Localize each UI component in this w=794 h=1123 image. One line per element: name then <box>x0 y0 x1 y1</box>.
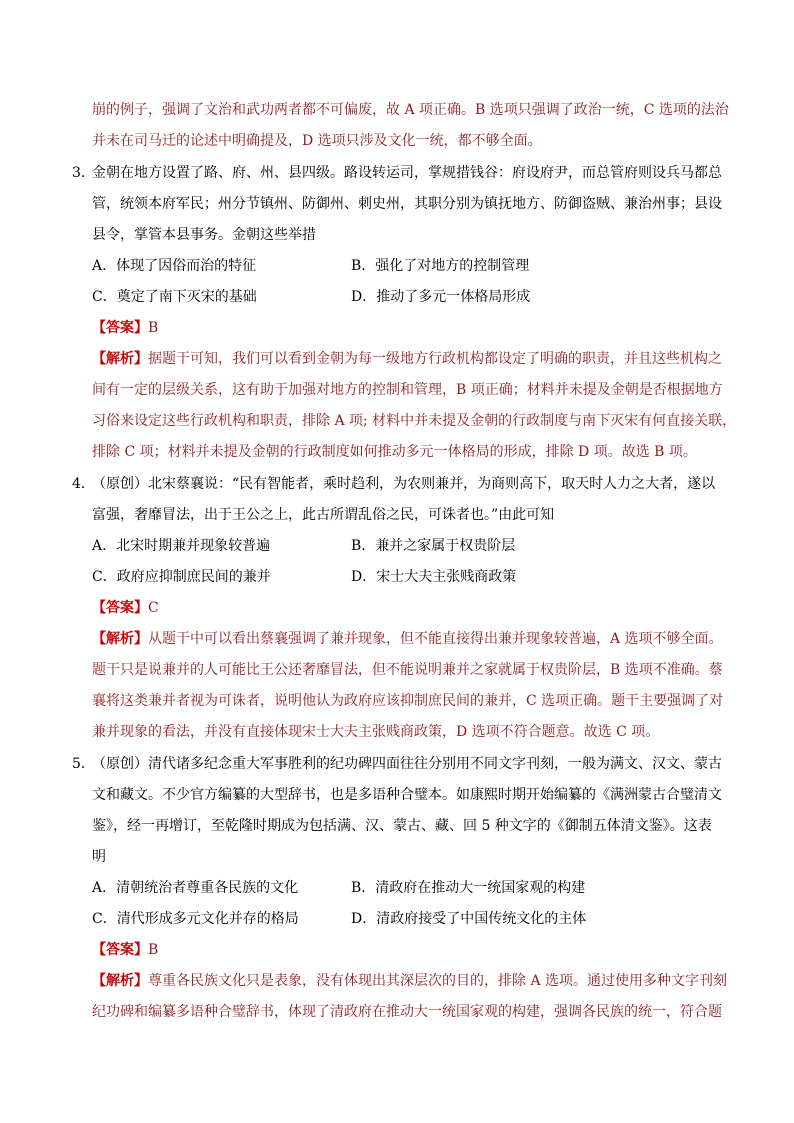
analysis-line: 间有一定的层级关系，这有助于加强对地方的控制和管理，B 项正确；材料并未提及金朝是否根据地方 <box>92 382 723 398</box>
answer-tag: 【答案】 <box>92 600 148 616</box>
answer-value: C <box>148 600 159 616</box>
analysis-line: 习俗来设定这些行政机构和职责，排除 A 项; 材料中并未提及金朝的行政制度与南下灭宋有何直接关联， <box>92 413 737 429</box>
analysis-line: 纪功碑和编纂多语种合璧辞书，体现了清政府在推动大一统国家观的构建，强调各民族的统一，符合题 <box>92 1004 722 1020</box>
option-a: A．北宋时期兼并现象较普遍 <box>92 538 271 554</box>
option-d: D．推动了多元一体格局形成 <box>351 289 531 305</box>
answer-line <box>92 598 159 618</box>
analysis-text: 从题干中可以看出蔡襄强调了兼并现象，但不能直接得出兼并现象较普遍，A 选项不够全面。 <box>148 631 723 647</box>
answer-line <box>92 318 158 338</box>
question-stem-line: 明 <box>92 849 106 865</box>
option-c: C．奠定了南下灭宋的基础 <box>92 289 257 305</box>
analysis-line: 题干只是说兼并的人可能比王公还奢靡冒法，但不能说明兼并之家就属于权贵阶层，B 选项不准确。蔡 <box>92 662 723 678</box>
analysis-text: 尊重各民族文化只是表象，没有体现出其深层次的目的，排除 A 选项。通过使用多种文字刊刻 <box>148 973 728 989</box>
analysis-first-line <box>92 971 727 991</box>
option-d: D．清政府接受了中国传统文化的主体 <box>351 911 587 927</box>
question-stem-line: 鉴》，经一再增订，至乾隆时期成为包括满、汉、蒙古、藏、回 5 种文字的《御制五体清文鉴》。这表 <box>92 818 712 834</box>
option-a: A．清朝统治者尊重各民族的文化 <box>92 880 299 896</box>
question-number: 5． <box>72 756 95 772</box>
analysis-first-line <box>92 629 723 649</box>
option-a: A．体现了因俗而治的特征 <box>92 258 257 274</box>
explanation-line: 崩的例子，强调了文治和武功两者都不可偏废，故 A 项正确。B 选项只强调了政治一统，C 选项的法治 <box>92 102 729 118</box>
question-stem-line: 文和藏文。不少官方编纂的大型辞书，也是多语种合璧本。如康熙时期开始编纂的《满洲蒙古合璧清文 <box>92 787 722 803</box>
option-b: B．兼并之家属于权贵阶层 <box>351 538 516 554</box>
option-c: C．清代形成多元文化并存的格局 <box>92 911 299 927</box>
question-stem-line: 金朝在地方设置了路、府、州、县四级。路设转运司，掌规措钱谷：府设府尹，而总管府则设兵马都总 <box>92 165 722 181</box>
answer-tag: 【答案】 <box>92 320 148 336</box>
analysis-tag: 【解析】 <box>92 351 148 367</box>
analysis-tag: 【解析】 <box>92 973 148 989</box>
option-b: B．清政府在推动大一统国家观的构建 <box>351 880 586 896</box>
explanation-line: 并未在司马迁的论述中明确提及，D 选项只涉及文化一统，都不够全面。 <box>92 133 542 149</box>
answer-tag: 【答案】 <box>92 942 148 958</box>
question-stem-line: 县令，掌管本县事务。金朝这些举措 <box>92 227 316 243</box>
question-stem-line: （原创）清代诸多纪念重大军事胜利的纪功碑四面往往分别用不同文字刊刻，一般为满文、汉文、蒙古 <box>92 756 722 772</box>
question-stem-line: 管，统领本府军民；州分节镇州、防御州、刺史州，其职分别为镇抚地方、防御盗贼、兼治州事；县设 <box>92 196 722 212</box>
answer-value: B <box>148 320 159 336</box>
analysis-text: 据题干可知，我们可以看到金朝为每一级地方行政机构都设定了明确的职责，并且这些机构之 <box>148 351 722 367</box>
answer-value: B <box>148 942 159 958</box>
option-d: D．宋士大夫主张贱商政策 <box>351 569 517 585</box>
question-stem-line: （原创）北宋蔡襄说：“民有智能者，乘时趋利，为农则兼并，为商则高下，取天时人力之大者，遂以 <box>92 476 716 492</box>
question-number: 3． <box>72 165 95 181</box>
option-c: C．政府应抑制庶民间的兼并 <box>92 569 271 585</box>
answer-line <box>92 940 158 960</box>
analysis-first-line <box>92 349 722 369</box>
analysis-line: 襄将这类兼并者视为可诛者，说明他认为政府应该抑制庶民间的兼并，C 选项正确。题干主要强调了对 <box>92 693 724 709</box>
question-stem-line: 富强，奢靡冒法，出于王公之上，此古所谓乱俗之民，可诛者也。”由此可知 <box>92 507 555 523</box>
question-number: 4． <box>72 476 95 492</box>
analysis-line: 兼并现象的看法，并没有直接体现宋士大夫主张贱商政策，D 选项不符合题意。故选 C 项。 <box>92 724 660 740</box>
analysis-line: 排除 C 项；材料并未提及金朝的行政制度如何推动多元一体格局的形成，排除 D 项。故选 B 项。 <box>92 444 697 460</box>
option-b: B．强化了对地方的控制管理 <box>351 258 530 274</box>
analysis-tag: 【解析】 <box>92 631 148 647</box>
